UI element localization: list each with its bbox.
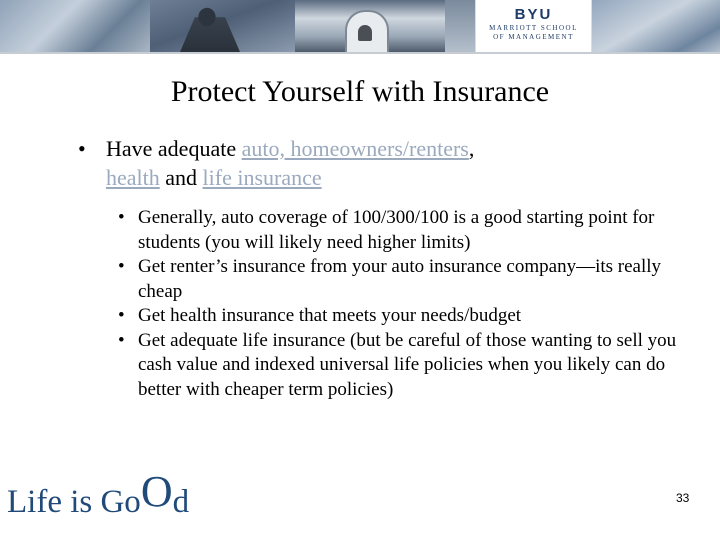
logo-text-big-o: O [140, 467, 173, 516]
bullet-dot-icon: • [78, 136, 86, 161]
link-auto-homeowners-renters[interactable]: auto, homeowners/renters [241, 136, 469, 161]
main-bullet-text [106, 134, 666, 192]
school-name [476, 24, 591, 42]
banner-divider [0, 52, 720, 54]
banner-photo-statue [150, 0, 295, 52]
sub-bullet-text: Generally, auto coverage of 100/300/100 is a good starting point for students (you will likely need higher limits) [138, 207, 655, 253]
link-health[interactable]: health [106, 165, 160, 190]
banner-photo-divider [445, 0, 475, 52]
banner-photo-architecture [0, 0, 150, 52]
slide-title: Protect Yourself with Insurance [170, 75, 550, 108]
sub-bullet-item [118, 304, 678, 329]
byu-marriott-logo [475, 0, 592, 52]
main-bullet-lead: Have adequate [106, 136, 242, 161]
bell-clapper-icon [358, 25, 372, 41]
bullet-dot-icon: • [118, 207, 125, 228]
sub-bullet-item [118, 206, 678, 255]
logo-text-part1: Life is Go [7, 484, 141, 520]
main-bullet-and: and [159, 165, 203, 190]
school-name-line2: OF MANAGEMENT [493, 33, 574, 41]
logo-text-part2: d [172, 484, 190, 520]
main-bullet-comma: , [468, 136, 475, 161]
banner-photo-bell [295, 0, 445, 52]
bullet-dot-icon: • [118, 256, 125, 277]
page-number: 33 [676, 491, 690, 505]
sub-bullet-text: Get health insurance that meets your needs/budget [138, 305, 522, 326]
life-is-good-logo [7, 467, 190, 522]
link-life-insurance[interactable]: life insurance [202, 165, 322, 190]
bullet-dot-icon: • [118, 305, 125, 326]
sub-bullet-text: Get adequate life insurance (but be careful of those wanting to sell you cash value and indexed universal life policies when you likely can do better with cheaper term policies) [138, 329, 677, 400]
banner-photo-mountains [592, 0, 720, 52]
school-name-line1: MARRIOTT SCHOOL [489, 24, 578, 32]
sub-bullet-item [118, 329, 678, 403]
header-banner [0, 0, 720, 52]
statue-icon [180, 2, 240, 52]
sub-bullet-list [118, 206, 678, 402]
bullet-dot-icon: • [118, 329, 125, 351]
byu-brand-text: BYU [514, 6, 553, 23]
sub-bullet-text: Get renter’s insurance from your auto insurance company—its really cheap [138, 256, 662, 302]
sub-bullet-item [118, 255, 678, 304]
